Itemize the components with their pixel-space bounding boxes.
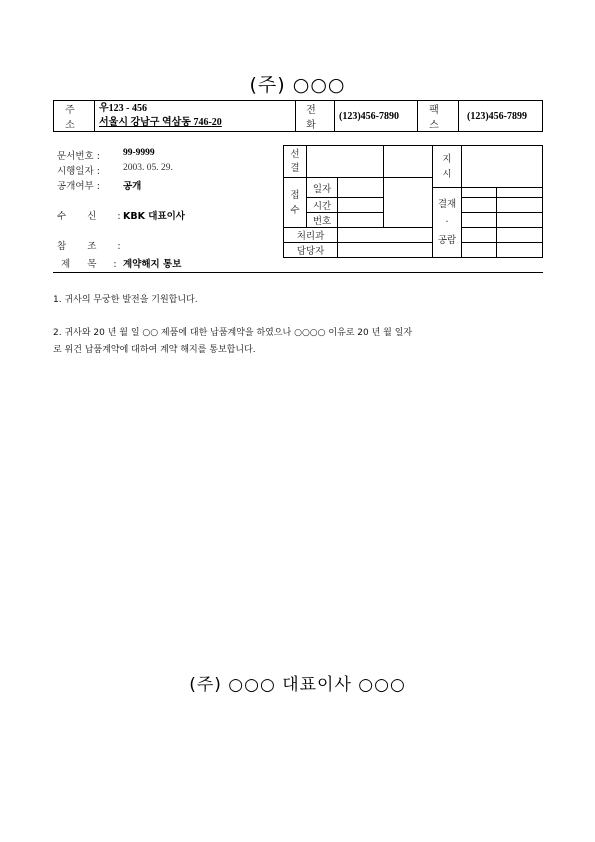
subject-label: 제 목 :	[61, 259, 117, 270]
doc-no-label: 문서번호 :	[57, 151, 100, 162]
damdangja-cell	[338, 243, 433, 258]
approval-cell-b5	[497, 243, 543, 258]
receipt-cell	[384, 178, 433, 228]
reference-label: 참 조 :	[57, 241, 121, 252]
jeop-su-label: 접 수	[284, 178, 307, 228]
approval-cell-a3	[462, 213, 497, 228]
cheorigwa-label: 처리과	[284, 228, 338, 243]
body-paragraph-1: 1. 귀사의 무궁한 발전을 기원합니다.	[53, 295, 198, 305]
public-label: 공개여부 :	[57, 181, 100, 192]
ilja-label: 일자	[307, 178, 338, 198]
document-title: (주) ○○○	[249, 74, 346, 96]
approval-cell-b2	[497, 198, 543, 213]
gyeoljae-label: 결재	[437, 198, 457, 210]
sigan-cell	[338, 198, 384, 213]
recipient-label: 수 신 :	[57, 211, 121, 222]
public-status: 공개	[123, 181, 142, 192]
doc-no: 99-9999	[123, 148, 155, 158]
damdangja-label: 담당자	[284, 243, 338, 258]
body-paragraph-2	[53, 325, 543, 359]
seon-gyeol-label: 선 결	[284, 146, 307, 178]
jisi-cell	[462, 146, 543, 188]
beonho-cell	[338, 213, 384, 228]
address-value	[95, 101, 296, 132]
approval-grid	[283, 145, 543, 258]
approval-cell-b3	[497, 213, 543, 228]
approval-cell-b4	[497, 228, 543, 243]
approval-cell-a1	[462, 188, 497, 198]
cheorigwa-cell	[338, 228, 433, 243]
beonho-label: 번호	[307, 213, 338, 228]
fax-value: (123)456-7899	[459, 101, 543, 132]
seon-gyeol-cell-1	[307, 146, 384, 178]
approval-cell-a5	[462, 243, 497, 258]
gongram-label: 공람	[437, 234, 457, 246]
approval-cell-b1	[497, 188, 543, 198]
dot-separator: ·	[445, 216, 449, 228]
gyeoljae-gongram-label	[433, 188, 462, 258]
date-label: 시행일자 :	[57, 166, 100, 177]
jisi-label: 지 시	[433, 146, 462, 188]
date: 2003. 05. 29.	[123, 163, 173, 173]
body-paragraph-2-line-1: 2. 귀사와 20 년 월 일 ○○ 제품에 대한 납품계약을 하였으나 ○○○○ 이유로 20 년 월 일자	[53, 328, 413, 338]
body-paragraph-2-line-2: 로 위건 납품계약에 대하여 계약 해지를 통보합니다.	[53, 345, 256, 355]
sigan-label: 시간	[307, 198, 338, 213]
header-divider	[53, 272, 543, 273]
signature: (주) ○○○ 대표이사 ○○○	[189, 675, 406, 695]
fax-label: 팩 스	[418, 101, 459, 132]
address-label: 주 소	[54, 101, 95, 132]
seon-gyeol-cell-2	[384, 146, 433, 178]
postal-code: 우123 - 456	[99, 103, 147, 114]
approval-cell-a4	[462, 228, 497, 243]
phone-label: 전 화	[296, 101, 335, 132]
phone-value: (123)456-7890	[335, 101, 418, 132]
subject: 계약해지 통보	[123, 259, 182, 270]
recipient: KBK 대표이사	[123, 211, 185, 222]
address-table	[53, 100, 543, 132]
approval-cell-a2	[462, 198, 497, 213]
street-address: 서울시 강남구 역삼동 746-20	[99, 117, 222, 128]
ilja-cell	[338, 178, 384, 198]
